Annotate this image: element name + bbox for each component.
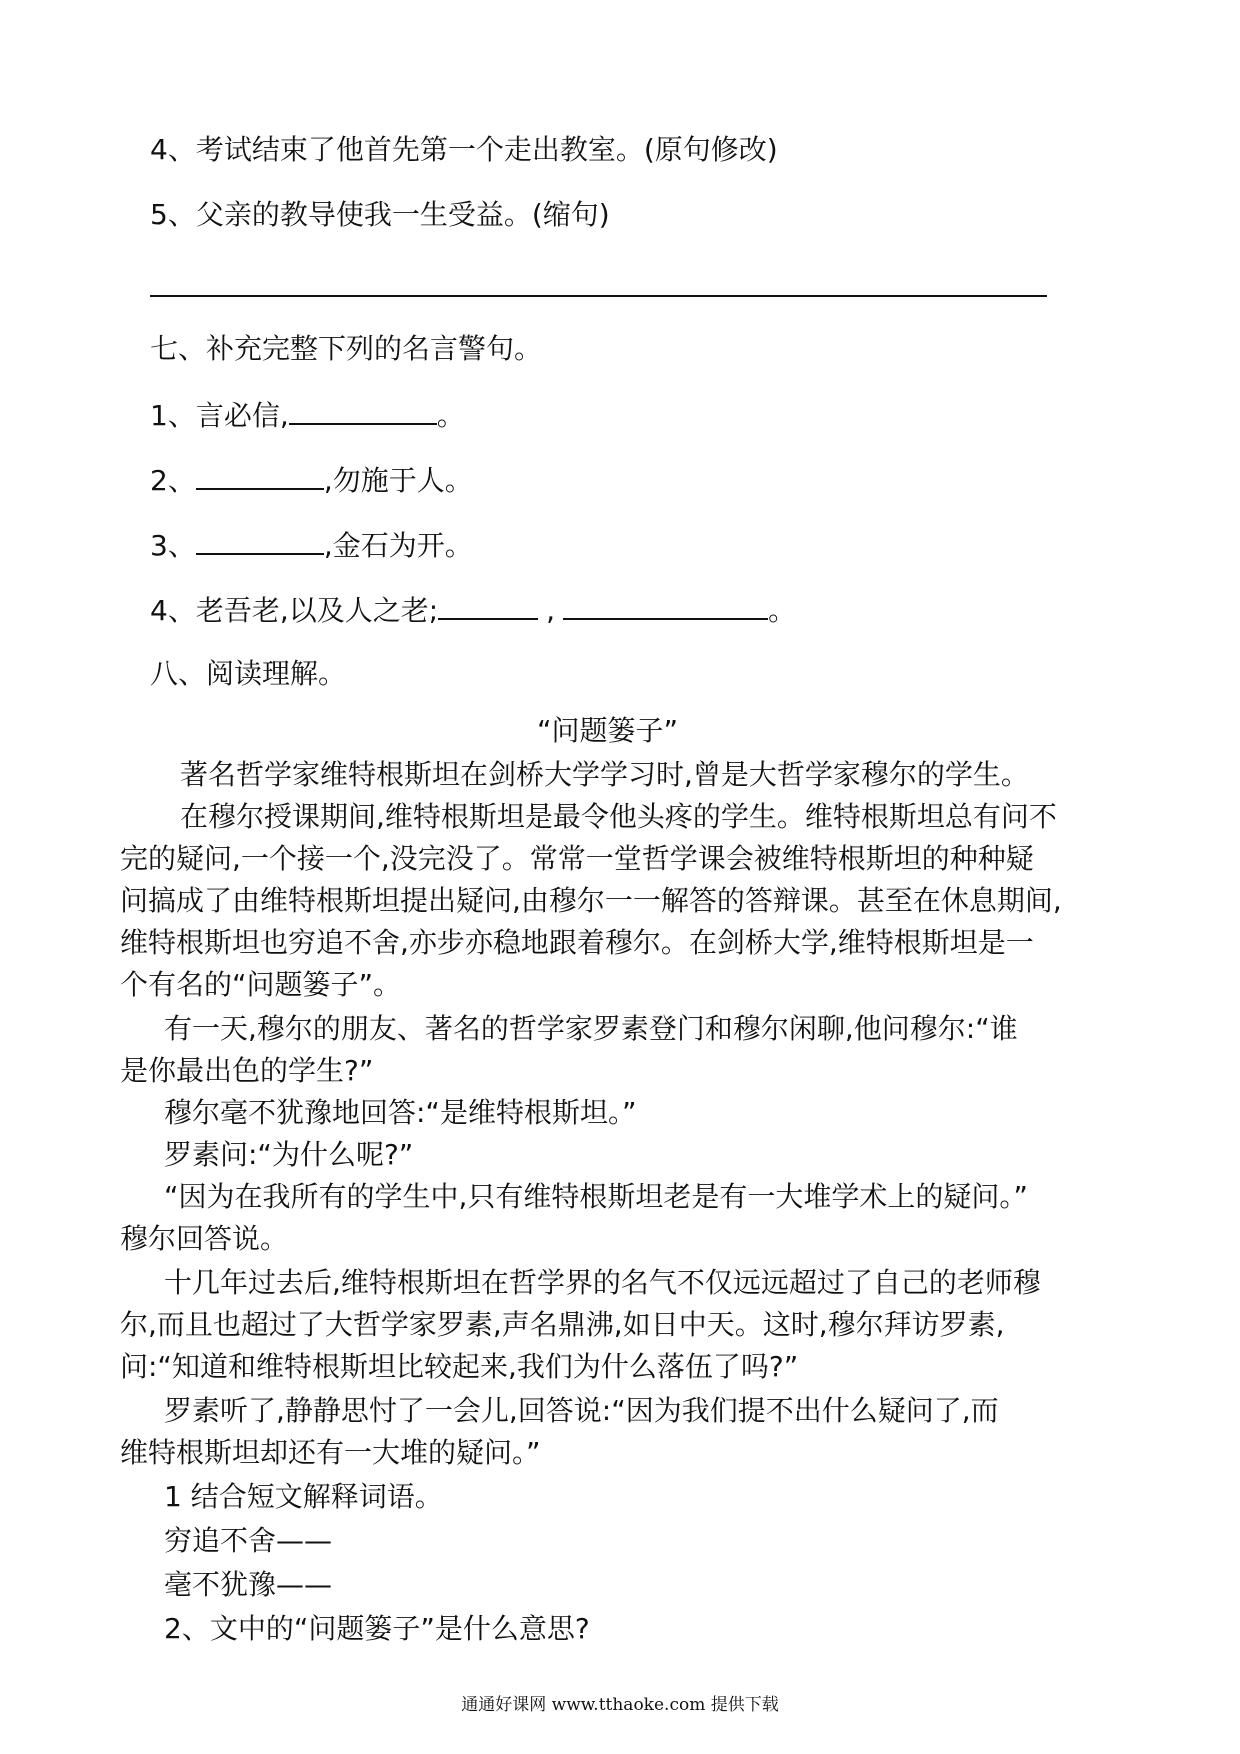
story-line: 穆尔回答说。 xyxy=(120,1222,289,1255)
section-7-title: 七、补充完整下列的名言警句。 xyxy=(150,332,543,365)
story-line: 在穆尔授课期间,维特根斯坦是最令他头疼的学生。维特根斯坦总有问不 xyxy=(180,800,1057,833)
proverb-2 xyxy=(150,462,473,498)
proverb-2-text: ,勿施于人。 xyxy=(323,464,473,497)
term-2: 毫不犹豫—— xyxy=(164,1568,333,1601)
blank-4b[interactable] xyxy=(563,592,768,620)
proverb-4-end: 。 xyxy=(768,594,797,627)
question-5: 5、父亲的教导使我一生受益。(缩句) xyxy=(150,198,610,231)
story-line: 个有名的“问题篓子”。 xyxy=(120,968,402,1001)
term-1: 穷追不舍—— xyxy=(164,1524,333,1557)
story-line: 十几年过去后,维特根斯坦在哲学界的名气不仅远远超过了自己的老师穆 xyxy=(164,1266,1041,1299)
blank-4a[interactable] xyxy=(438,592,538,620)
proverb-4-comma: , xyxy=(546,594,556,627)
story-line: 著名哲学家维特根斯坦在剑桥大学学习时,曾是大哲学家穆尔的学生。 xyxy=(180,758,1029,791)
proverb-3-num: 3、 xyxy=(150,529,196,562)
story-line: 有一天,穆尔的朋友、著名的哲学家罗素登门和穆尔闲聊,他问穆尔:“谁 xyxy=(164,1012,1018,1045)
story-line: 罗素听了,静静思忖了一会儿,回答说:“因为我们提不出什么疑问了,而 xyxy=(164,1394,999,1427)
section-8-title: 八、阅读理解。 xyxy=(150,657,347,690)
question-8-2: 2、文中的“问题篓子”是什么意思? xyxy=(164,1612,590,1645)
proverb-3-text: ,金石为开。 xyxy=(323,529,473,562)
story-line: 穆尔毫不犹豫地回答:“是维特根斯坦。” xyxy=(164,1096,637,1129)
story-line: 是你最出色的学生?” xyxy=(120,1054,374,1087)
question-4: 4、考试结束了他首先第一个走出教室。(原句修改) xyxy=(150,133,778,166)
blank-1[interactable] xyxy=(289,397,437,425)
story-line: 问搞成了由维特根斯坦提出疑问,由穆尔一一解答的答辩课。甚至在休息期间, xyxy=(120,884,1062,917)
footer-credit: 通通好课网 www.tthaoke.com 提供下载 xyxy=(461,1695,779,1715)
proverb-1-end: 。 xyxy=(436,399,465,432)
story-line: 尔,而且也超过了大哲学家罗素,声名鼎沸,如日中天。这时,穆尔拜访罗素, xyxy=(120,1308,1005,1341)
proverb-2-num: 2、 xyxy=(150,464,196,497)
story-line: “因为在我所有的学生中,只有维特根斯坦老是有一大堆学术上的疑问。” xyxy=(164,1180,1028,1213)
story-title: “问题篓子” xyxy=(537,714,679,747)
proverb-1 xyxy=(150,397,465,433)
proverb-4-text: 4、老吾老,以及人之老; xyxy=(150,594,439,627)
story-line: 维特根斯坦也穷追不舍,亦步亦稳地跟着穆尔。在剑桥大学,维特根斯坦是一 xyxy=(120,926,1034,959)
story-line: 罗素问:“为什么呢?” xyxy=(164,1138,414,1171)
proverb-3 xyxy=(150,527,473,563)
story-line: 维特根斯坦却还有一大堆的疑问。” xyxy=(120,1436,541,1469)
blank-2[interactable] xyxy=(196,462,324,490)
question-8-1: 1 结合短文解释词语。 xyxy=(164,1480,443,1513)
blank-3[interactable] xyxy=(196,527,324,555)
story-line: 问:“知道和维特根斯坦比较起来,我们为什么落伍了吗?” xyxy=(120,1350,799,1383)
proverb-4 xyxy=(150,592,796,628)
proverb-1-text: 1、言必信, xyxy=(150,399,289,432)
answer-line xyxy=(150,295,1047,297)
story-line: 完的疑问,一个接一个,没完没了。常常一堂哲学课会被维特根斯坦的种种疑 xyxy=(120,842,1034,875)
